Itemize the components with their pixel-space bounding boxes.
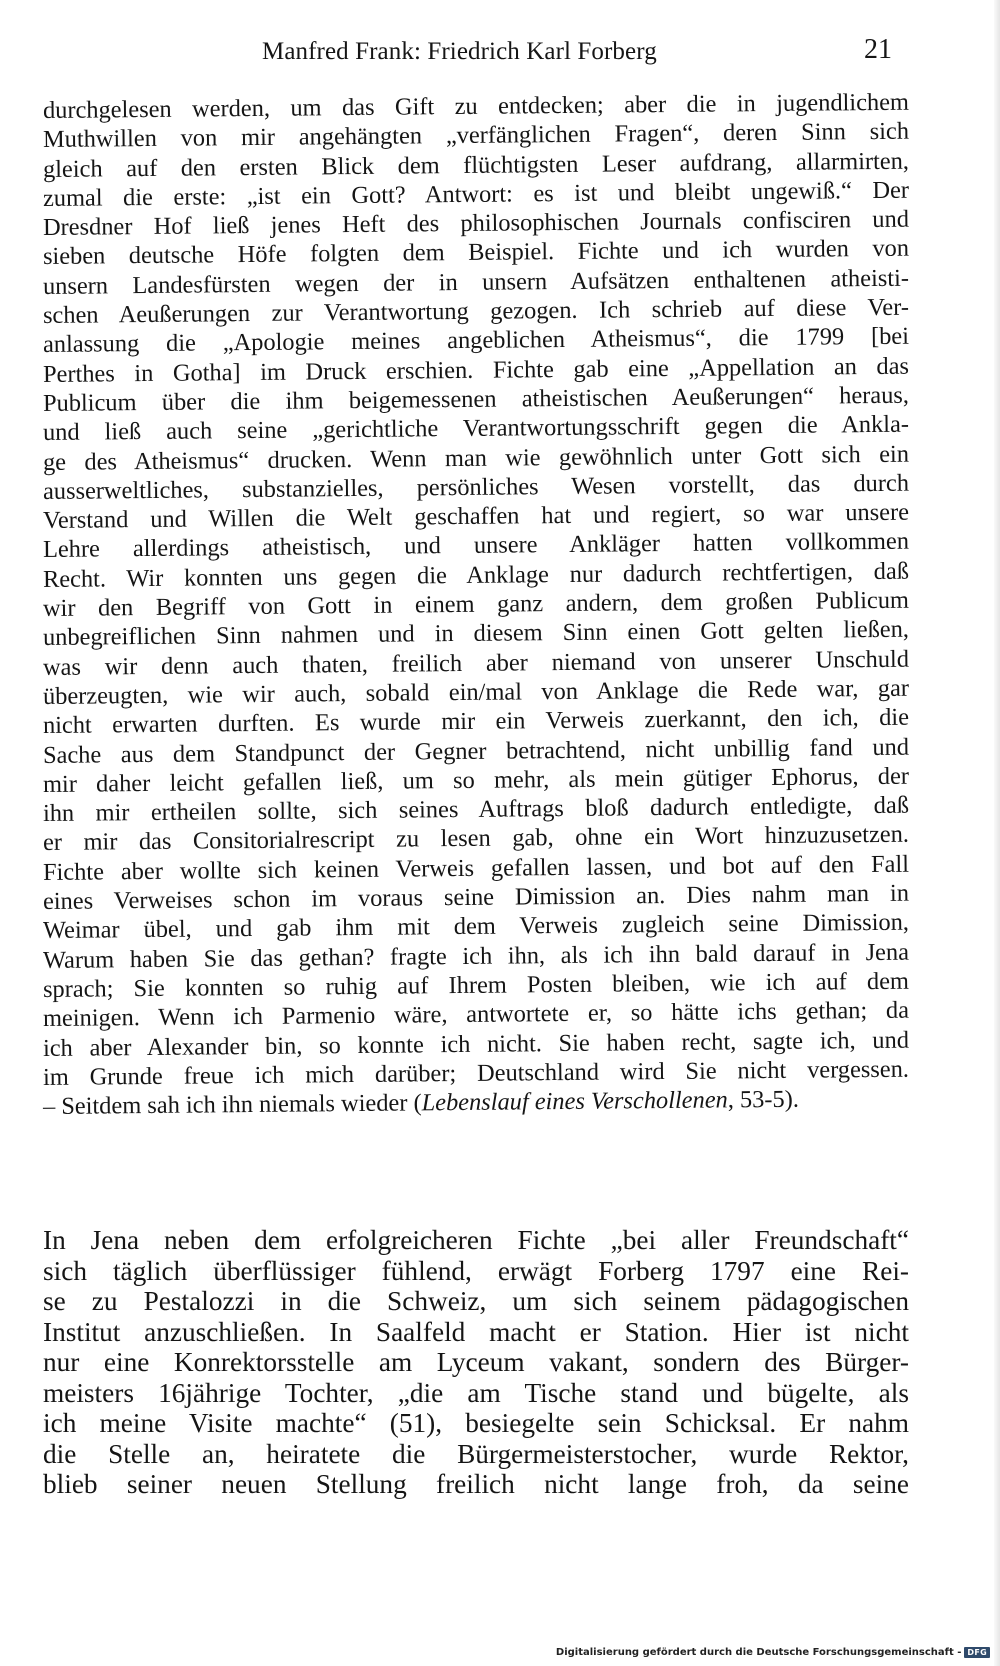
body-line: die Stelle an, heiratete die Bürgermeisterstocher, wurde Rektor, xyxy=(43,1438,909,1469)
quote-last-line-end: , 53-5). xyxy=(727,1085,800,1114)
quote-line: zumal die erste: „ist ein Gott? Antwort: es ist und bleibt ungewiß.“ Der xyxy=(42,176,910,212)
quote-line: Recht. Wir konnten uns gegen die Anklage nur dadurch rechtfertigen, daß xyxy=(42,557,910,593)
page-number: 21 xyxy=(864,34,892,65)
quote-line: Sache aus dem Standpunct der Gegner betrachtend, nicht unbillig fand und xyxy=(42,733,910,769)
digitization-footer xyxy=(556,1647,990,1658)
body-line: ich meine Visite machte“ (51), besiegelte sein Schicksal. Er nahm xyxy=(43,1408,909,1438)
body-line: sich täglich überflüssiger fühlend, erwägt Forberg 1797 eine Rei- xyxy=(43,1255,909,1286)
quote-line: überzeugten, wie wir auch, sobald ein/mal von Anklage die Rede war, gar xyxy=(42,674,910,710)
body-line: In Jena neben dem erfolgreicheren Fichte „bei aller Freundschaft“ xyxy=(43,1225,909,1255)
footer-credit-text: Digitalisierung gefördert durch die Deutsche Forschungsgemeinschaft - xyxy=(555,1647,962,1658)
quote-line: er mir das Consitorialrescript zu lesen gab, ohne ein Wort hinzuzusetzen. xyxy=(42,821,910,857)
body-line: Institut anzuschließen. In Saalfeld macht er Station. Hier ist nicht xyxy=(43,1316,909,1347)
page-edge-shadow xyxy=(994,0,1000,1666)
quote-line: sprach; Sie konnten so ruhig auf Ihrem Posten bleiben, wie ich auf dem xyxy=(42,967,910,1003)
quote-line: durchgelesen werden, um das Gift zu entdecken; aber die in jugendlichem xyxy=(42,88,910,124)
quote-line: und ließ auch seine „gerichtliche Verantwortungsschrift gegen die Ankla- xyxy=(42,410,910,447)
quote-line: ihn mir ertheilen sollte, sich seines Auftrags bloß dadurch entledigte, daß xyxy=(42,791,910,828)
quote-line: ausserweltliches, substanzielles, persönliches Wesen vorstellt, das durch xyxy=(42,469,910,505)
quote-line: Weimar übel, und gab ihm mit dem Verweis zugleich seine Dimission, xyxy=(42,909,910,945)
body-line: nur eine Konrektorsstelle am Lyceum vakant, sondern des Bürger- xyxy=(43,1347,909,1377)
quote-line: Perthes in Gotha] im Druck erschien. Fichte gab eine „Appellation an das xyxy=(42,352,910,388)
quote-line: sieben deutsche Höfe folgten dem Beispiel. Fichte und ich wurden von xyxy=(42,235,910,271)
quote-line: Muthwillen von mir angehängten „verfänglichen Fragen“, deren Sinn sich xyxy=(42,117,910,154)
quote-line: ich aber Alexander bin, so konnte ich nicht. Sie haben recht, sagte ich, und xyxy=(42,1026,910,1062)
quote-line: anlassung die „Apologie meines angeblichen Atheismus“, die 1799 [bei xyxy=(42,323,910,359)
quote-line: nicht erwarten durften. Es wurde mir ein Verweis zuerkannt, den ich, die xyxy=(42,703,910,740)
quote-line: was wir denn auch thaten, freilich aber niemand von unserer Unschuld xyxy=(42,645,910,681)
body-line: se zu Pestalozzi in die Schweiz, um sich seinem pädagogischen xyxy=(43,1286,909,1316)
quote-line: Publicum über die ihm beigemessenen atheistischen Aeußerungen“ heraus, xyxy=(42,381,910,417)
running-head-title: Manfred Frank: Friedrich Karl Forberg xyxy=(262,38,657,65)
body-line: meisters 16jährige Tochter, „die am Tische stand und bügelte, als xyxy=(43,1377,909,1408)
cited-book-title: Lebenslauf eines Verschollenen xyxy=(421,1086,728,1117)
running-head xyxy=(0,34,1000,74)
quote-line: Fichte aber wollte sich keinen Verweis gefallen lassen, und bot auf den Fall xyxy=(42,850,910,886)
quote-line: wir den Begriff von Gott in einem ganz andern, dem großen Publicum xyxy=(42,586,910,623)
quote-line: im Grunde freue ich mich darüber; Deutschland wird Sie nicht vergessen. xyxy=(42,1055,910,1091)
quote-line: gleich auf den ersten Blick dem flüchtigsten Leser aufdrang, allarmirten, xyxy=(42,147,910,183)
quote-line: unbegreiflichen Sinn nahmen und in diesem Sinn einen Gott gelten ließen, xyxy=(42,616,910,652)
quote-line: ge des Atheismus“ drucken. Wenn man wie gewöhnlich unter Gott sich ein xyxy=(42,440,910,476)
quote-line: meinigen. Wenn ich Parmenio wäre, antwortete er, so hätte ichs gethan; da xyxy=(42,996,910,1033)
quote-last-line-start: – Seitdem sah ich ihn niemals wieder ( xyxy=(42,1089,422,1121)
quote-line: unsern Landesfürsten wegen der in unsern Aufsätzen enthaltenen atheisti- xyxy=(42,264,910,300)
quote-line: Dresdner Hof ließ jenes Heft des philosophischen Journals confisciren und xyxy=(42,205,910,242)
block-quote xyxy=(42,88,910,1121)
quote-line: Lehre allerdings atheistisch, und unsere Ankläger hatten vollkommen xyxy=(42,528,910,564)
quote-line: mir daher leicht gefallen ließ, um so mehr, als mein gütiger Ephorus, der xyxy=(42,762,910,798)
quote-line: Warum haben Sie das gethan? fragte ich ihn, als ich ihn bald darauf in Jena xyxy=(42,938,910,974)
quote-line: eines Verweises schon im voraus seine Dimission an. Dies nahm man in xyxy=(42,879,910,916)
body-paragraph xyxy=(43,1225,909,1500)
body-line: blieb seiner neuen Stellung freilich nicht lange froh, da seine xyxy=(43,1469,909,1499)
quote-line: Verstand und Willen die Welt geschaffen hat und regiert, so war unsere xyxy=(42,498,910,535)
quote-line: schen Aeußerungen zur Verantwortung gezogen. Ich schrieb auf diese Ver- xyxy=(42,293,910,330)
dfg-logo-icon: DFG xyxy=(964,1647,990,1658)
